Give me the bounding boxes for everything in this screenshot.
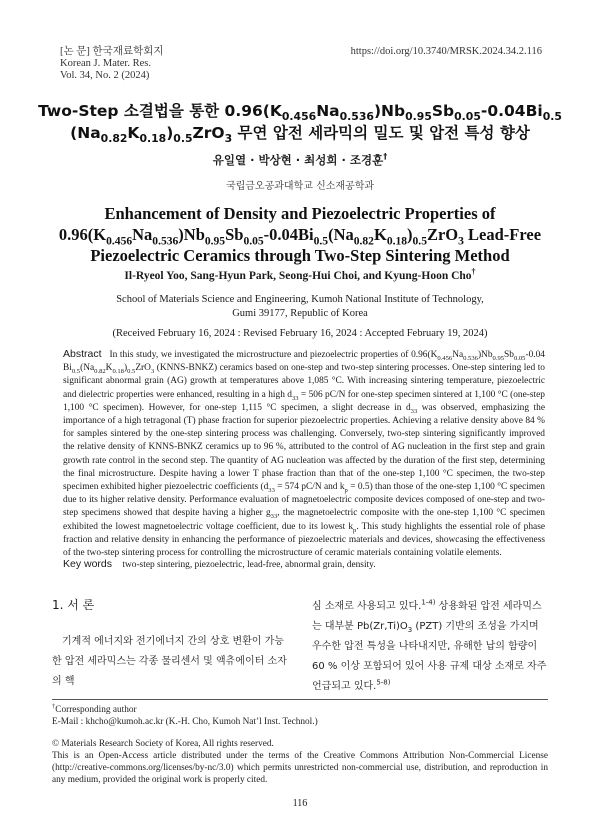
section-heading-introduction: 1. 서 론: [52, 598, 95, 612]
english-affiliation: [0, 293, 600, 321]
english-authors: Il-Ryeol Yoo, Sang-Hyun Park, Seong-Hui Choi, and Kyung-Hoon Cho†: [124, 267, 476, 282]
journal-name-english: Korean J. Mater. Res.: [60, 58, 151, 69]
copyright-notice: [52, 738, 548, 786]
english-title-line-3: Piezoelectric Ceramics through Two-Step Sintering Method: [90, 246, 510, 265]
journal-header: [60, 46, 164, 82]
english-title: [0, 203, 600, 266]
abstract-label: Abstract: [63, 348, 102, 360]
doi-link[interactable]: https://doi.org/10.3740/MRSK.2024.34.2.116: [350, 46, 542, 57]
page-number: 116: [292, 798, 308, 809]
copyright-line: © Materials Research Society of Korea, All rights reserved.: [52, 739, 274, 749]
korean-title: [0, 100, 600, 144]
keywords: [63, 558, 545, 570]
corresponding-label: †Corresponding author: [52, 702, 137, 715]
english-title-line-1: Enhancement of Density and Piezoelectric Properties of: [104, 204, 496, 223]
keywords-text: two-step sintering, piezoelectric, lead-free, abnormal grain, density.: [122, 560, 376, 570]
received-dates: (Received February 16, 2024 : Revised February 16, 2024 : Accepted February 19, 2024): [112, 328, 488, 339]
corresponding-author-note: [52, 704, 548, 728]
body-text-left-column: 기계적 에너지와 전기에너지 간의 상호 변환이 가능한 압전 세라믹스는 각종 물리센서 및 액츄에이터 소자의 핵: [52, 636, 287, 687]
abstract: [63, 348, 545, 560]
korean-title-line-1: Two-Step 소결법을 통한 $0.96(K_{0.456}Na_{0.536})Nb_{0.95}Sb_{0.05}-0.04Bi_{0.5}$: [38, 102, 562, 124]
abstract-text: In this study, we investigated the microstructure and piezoelectric properties of $0.96(K_{0.456}Na_{0.536})Nb_{0.95}Sb_{0.05}-0.04$ $Bi_{0.5}(Na_{0.82}K_{0.18})_{0.5}ZrO_3$ (KNNS-BNKZ) ceramics based on one-step and two-step sintering processes. One-step sintering led to significant abnormal grain (AG) growth at temperatures above 1,085 °C. With increasing sintering temperature, piezoelectric and dielectric properties were enhanced, resulting in a high $d_{33} = 506$ pC/N for one-step specimen sintered at 1,100 °C (one-step 1,100 °C specimen). However, for one-step 1,115 °C specimen, a slight decrease in $d_{33}$ was observed, emphasizing the importance of a high tetragonal (T) phase fraction for superior piezoelectric properties. Achieving a relative density above 84 % for samples sintered by the one-step sintering process was challenging. Conversely, two-step sintering significantly improved the relative density of KNNS-BNKZ ceramics up to 96 %, attributed to the control of AG nucleation in the first step and grain growth rate control in the second step. The quantity of AG nucleation was affected by the duration of the first step, determining the final microstructure. Despite having a lower T phase fraction than that of the one-step 1,100 °C specimen, the two-step specimen exhibited higher piezoelectric coefficients ($d_{33} = 574$ pC/N and $k_p = 0.5$) than those of the one-step 1,100 °C specimen due to its higher relative density. Performance evaluation of magnetoelectric composite devices composed of one-step and two-step specimens showed that despite having a higher $g_{33}$, the magnetoelectric composite with the one-step 1,100 °C specimen exhibited the lowest magnetoelectric voltage coefficient, due to its lowest $k_p$. This study highlights the essential role of phase fraction and relative density in enhancing the performance of piezoelectric materials and devices, showcasing the effectiveness of the two-step sintering process for controlling the microstructure of ceramic materials containing volatile elements.: [63, 350, 545, 559]
affiliation-line-1: School of Materials Science and Engineering, Kumoh National Institute of Technology,: [116, 294, 484, 305]
journal-name-korean: [논 문] 한국재료학회지: [60, 46, 164, 57]
body-text-right-column: 심 소재로 사용되고 있다.$^{1-4)}$ 상용화된 압전 세라믹스는 대부분 $Pb(Zr,Ti)O_3$ (PZT) 기반의 조성을 가지며 우수한 압전 특성을 나타내지만, 유해한 납의 함량이 60 % 이상 포함되어 있어 사용 규제 대상 소재로 자주 언급되고 있다.$^{5-8)}$: [312, 598, 547, 692]
korean-affiliation: 국립금오공과대학교 신소재공학과: [225, 181, 375, 192]
journal-volume: Vol. 34, No. 2 (2024): [60, 70, 150, 81]
corresponding-email[interactable]: E-Mail : khcho@kumoh.ac.kr (K.-H. Cho, Kumoh Nat’l Inst. Technol.): [52, 717, 318, 727]
korean-title-line-2: $(Na_{0.82}K_{0.18})_{0.5}ZrO_3$ 무연 압전 세라믹의 밀도 및 압전 특성 향상: [70, 124, 530, 146]
keywords-label: Key words: [63, 558, 113, 570]
footnote-divider: [52, 699, 548, 700]
english-title-line-2: $0.96(K_{0.456}Na_{0.536})Nb_{0.95}Sb_{0.05}-0.04Bi_{0.5}(Na_{0.82}K_{0.18})_{0.5}ZrO_3$ Lead-Free: [58, 225, 542, 248]
affiliation-line-2: Gumi 39177, Republic of Korea: [232, 308, 368, 319]
license-text: This is an Open-Access article distributed under the terms of the Creative Commons Attribution Non-Commercial License (http://creative-commons.org/licenses/by-nc/3.0) which permits unrestricted non-commercial use, distribution, and reproduction in any medium, provided the original work is properly cited.: [52, 751, 548, 785]
korean-authors: 유일열 · 박상현 · 최성희 · 조경훈†: [212, 152, 388, 167]
